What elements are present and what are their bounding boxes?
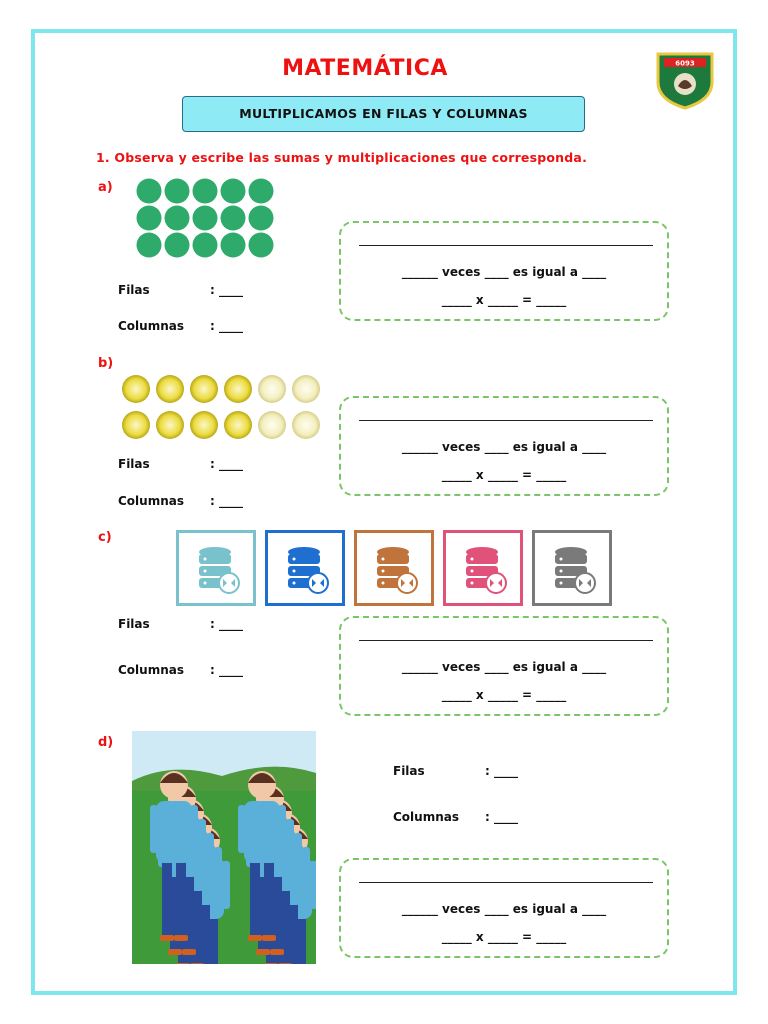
veces-sentence[interactable]: ______ veces ____ es igual a ____ [401,902,607,916]
green-circle [249,206,274,231]
answer-box[interactable] [339,221,669,321]
green-circle [165,233,190,258]
multiplication-equation[interactable]: _____ x _____ = _____ [441,688,567,702]
lemon-slice [190,375,218,403]
rows-label: Filas [118,283,150,297]
badge-number: 6093 [675,59,695,68]
rows-label: Filas [118,617,150,631]
green-circle [193,233,218,258]
rows-blank[interactable]: : ____ [210,283,243,297]
green-circle [137,206,162,231]
lemon-slice [258,411,286,439]
green-circle [249,233,274,258]
lemon-slice [156,375,184,403]
exercise-d-letter: d) [98,735,114,750]
veces-sentence[interactable]: ______ veces ____ es igual a ____ [401,265,607,279]
cols-label: Columnas [118,319,184,333]
multiplication-equation[interactable]: _____ x _____ = _____ [441,468,567,482]
green-circle [249,179,274,204]
green-circle [137,233,162,258]
answer-box[interactable] [339,396,669,496]
database-icon [176,530,256,606]
cols-label: Columnas [393,810,459,824]
green-circles-grid [135,178,275,258]
sum-answer-line[interactable] [359,882,653,883]
worksheet-subtitle: MULTIPLICAMOS EN FILAS Y COLUMNAS [182,96,585,132]
veces-sentence[interactable]: ______ veces ____ es igual a ____ [401,440,607,454]
lemon-slice [258,375,286,403]
lemon-slice [224,411,252,439]
rows-blank[interactable]: : ____ [210,457,243,471]
sum-answer-line[interactable] [359,245,653,246]
cols-blank[interactable]: : ____ [485,810,518,824]
cols-label: Columnas [118,663,184,677]
exercise-c-letter: c) [98,530,112,545]
database-icon [354,530,434,606]
multiplication-equation[interactable]: _____ x _____ = _____ [441,293,567,307]
database-icon [443,530,523,606]
multiplication-equation[interactable]: _____ x _____ = _____ [441,930,567,944]
sum-answer-line[interactable] [359,640,653,641]
veces-sentence[interactable]: ______ veces ____ es igual a ____ [401,660,607,674]
rows-blank[interactable]: : ____ [485,764,518,778]
lemon-slice [190,411,218,439]
page-title: MATEMÁTICA [282,56,448,81]
instruction-text: 1. Observa y escribe las sumas y multiplicaciones que corresponda. [96,150,588,165]
exercise-a-letter: a) [98,180,113,195]
sum-answer-line[interactable] [359,420,653,421]
green-circle [221,233,246,258]
rows-label: Filas [393,764,425,778]
cols-blank[interactable]: : ____ [210,494,243,508]
lemon-slices-grid [120,374,325,444]
green-circle [193,179,218,204]
database-icon [265,530,345,606]
green-circle [165,206,190,231]
children-in-rows-image [132,731,316,964]
green-circle [137,179,162,204]
green-circle [165,179,190,204]
rows-blank[interactable]: : ____ [210,617,243,631]
lemon-slice [122,375,150,403]
green-circle [221,206,246,231]
lemon-slice [122,411,150,439]
exercise-b-letter: b) [98,356,114,371]
school-crest-icon [654,48,716,110]
lemon-slice [292,375,320,403]
cols-blank[interactable]: : ____ [210,319,243,333]
answer-box[interactable] [339,616,669,716]
lemon-slice [224,375,252,403]
rows-label: Filas [118,457,150,471]
green-circle [221,179,246,204]
lemon-slice [156,411,184,439]
cols-blank[interactable]: : ____ [210,663,243,677]
cols-label: Columnas [118,494,184,508]
answer-box[interactable] [339,858,669,958]
database-icon [532,530,612,606]
lemon-slice [292,411,320,439]
green-circle [193,206,218,231]
